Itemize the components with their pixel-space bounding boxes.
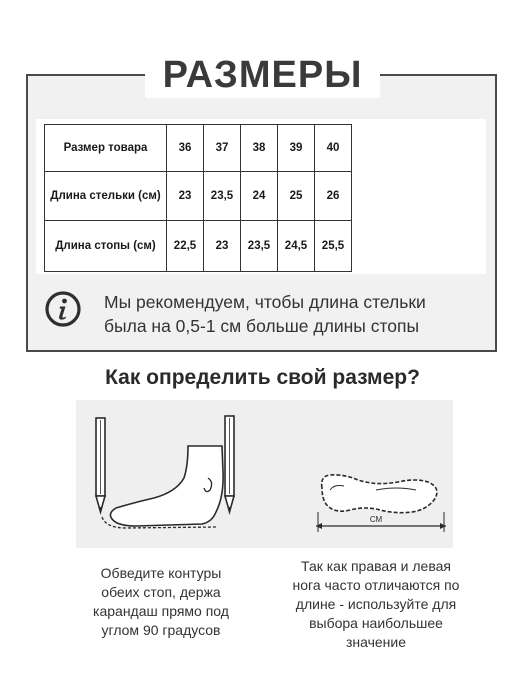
- table-row: [45, 125, 352, 172]
- pencil-left-icon: [96, 418, 105, 512]
- pencil-right-icon: [225, 416, 234, 512]
- table-cell: 23: [167, 172, 204, 221]
- foot-outline-icon: [322, 475, 437, 513]
- table-cell: 24: [241, 172, 278, 221]
- foot-side-icon: [102, 446, 223, 528]
- table-cell: 38: [241, 125, 278, 172]
- table-cell: 22,5: [167, 221, 204, 272]
- table-row: [45, 172, 352, 221]
- table-cell: 24,5: [278, 221, 315, 272]
- how-to-title: Как определить свой размер?: [105, 366, 420, 389]
- row-label: Длина стопы (см): [45, 221, 167, 272]
- table-cell: 40: [315, 125, 352, 172]
- row-label: Размер товара: [45, 125, 167, 172]
- table-cell: 23: [204, 221, 241, 272]
- table-cell: 23,5: [241, 221, 278, 272]
- table-cell: 23,5: [204, 172, 241, 221]
- row-label: Длина стельки (см): [45, 172, 167, 221]
- recommendation-text: Мы рекомендуем, чтобы длина стельки была на 0,5-1 см больше длины стопы: [104, 292, 426, 336]
- table-cell: 25,5: [315, 221, 352, 272]
- table-cell: 25: [278, 172, 315, 221]
- size-table-panel: [36, 119, 486, 274]
- right-caption: Так как правая и левая нога часто отличаются по длине - используйте для выбора наибольшее значение: [292, 558, 460, 650]
- measure-label: СМ: [369, 515, 383, 524]
- size-table: [44, 124, 352, 272]
- info-icon: [44, 290, 82, 328]
- table-cell: 36: [167, 125, 204, 172]
- table-cell: 37: [204, 125, 241, 172]
- page-title: РАЗМЕРЫ: [145, 52, 380, 98]
- left-caption: Обведите контуры обеих стоп, держа карандаш прямо под углом 90 градусов: [93, 565, 229, 638]
- table-row: [45, 221, 352, 272]
- table-cell: 39: [278, 125, 315, 172]
- table-cell: 26: [315, 172, 352, 221]
- measurement-illustration: [76, 400, 453, 548]
